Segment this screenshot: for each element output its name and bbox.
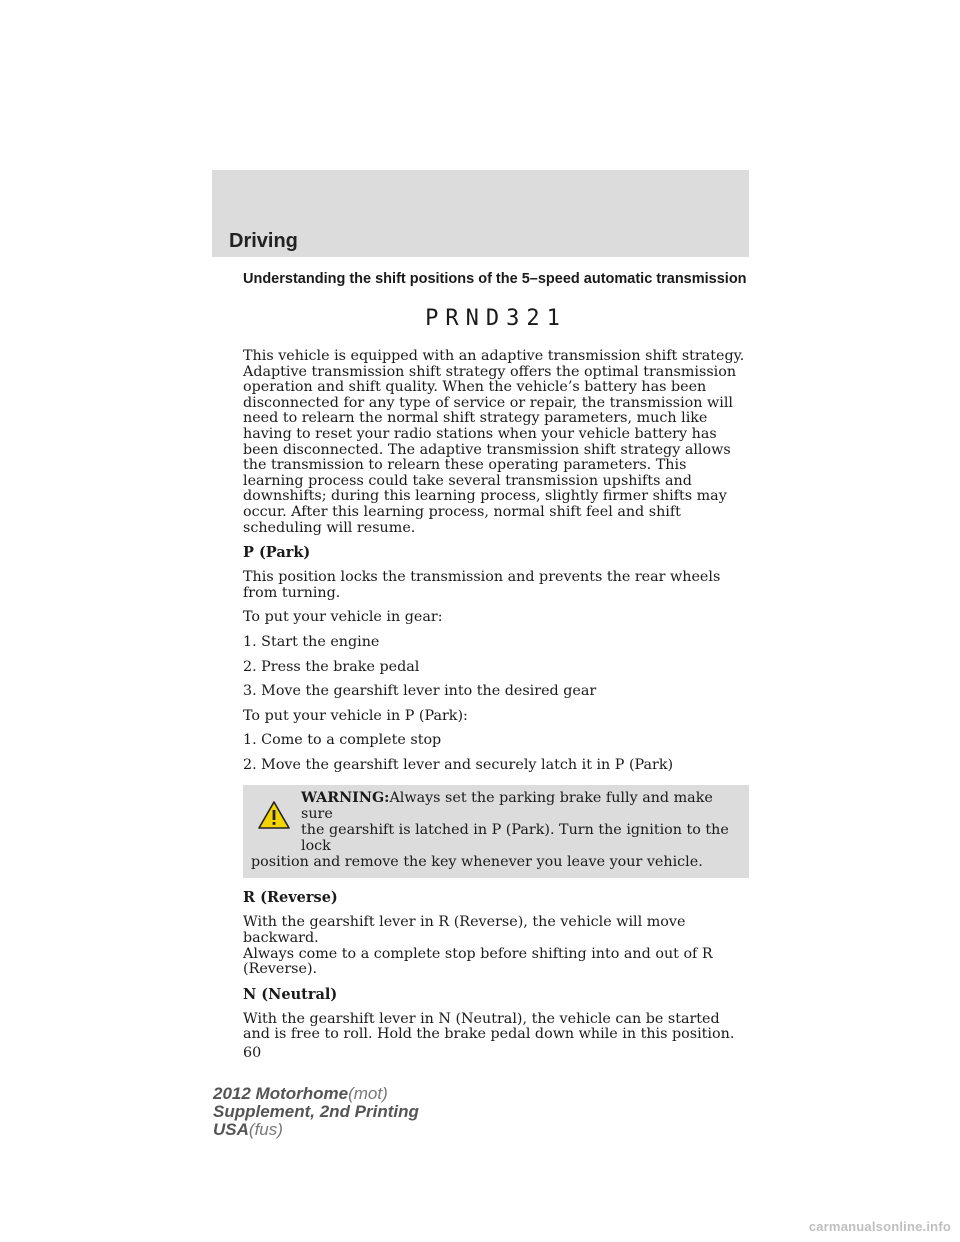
warning-triangle-icon [257, 800, 291, 830]
section-header-title: Driving [229, 230, 298, 252]
document-footer [213, 1085, 419, 1139]
park-intro: To put your vehicle in P (Park): [243, 707, 468, 724]
warning-line-2: the gearshift is latched in P (Park). Turn the ignition to the lock [301, 822, 729, 855]
warning-line-1 [251, 790, 739, 822]
intro-paragraph: This vehicle is equipped with an adaptive transmission shift strategy. Adaptive transmission shift strategy offers the optimal transmission operation and shift quality. When the vehicle’s battery has been disconnected for any type of service or repair, the transmission will need to relearn the normal shift strategy parameters, much like having to reset your radio stations when your vehicle battery has been disconnected. The adaptive transmission shift strategy allows the transmission to relearn these operating parameters. This learning process could take several transmission upshifts and downshifts; during this learning process, slightly firmer shifts may occur. After this learning process, normal shift feel and shift scheduling will resume. [243, 348, 745, 536]
page-number: 60 [243, 1045, 262, 1062]
watermark-text: carmanualsonline.info [808, 1219, 951, 1234]
footer-model: 2012 Motorhome [213, 1084, 349, 1103]
gear-step: 2. Press the brake pedal [243, 658, 420, 675]
section-title: Understanding the shift positions of the 5–speed automatic transmission [243, 271, 747, 287]
park-heading: P (Park) [243, 544, 311, 562]
park-step: 2. Move the gearshift lever and securely latch it in P (Park) [243, 756, 674, 773]
footer-line-3 [213, 1121, 419, 1139]
warning-box [243, 785, 749, 878]
shift-pattern-label: PRND321 [425, 306, 567, 331]
gear-intro: To put your vehicle in gear: [243, 609, 443, 626]
section-header-band [212, 170, 749, 257]
reverse-description-2: Always come to a complete stop before shifting into and out of R (Reverse). [243, 945, 713, 978]
reverse-heading: R (Reverse) [243, 889, 338, 907]
reverse-description-1: With the gearshift lever in R (Reverse), the vehicle will move backward. [243, 914, 686, 947]
footer-market-code: (fus) [248, 1120, 283, 1139]
park-description: This position locks the transmission and prevents the rear wheels from turning. [243, 569, 721, 601]
gear-step: 3. Move the gearshift lever into the desired gear [243, 683, 597, 700]
footer-line-1 [213, 1085, 419, 1103]
neutral-heading: N (Neutral) [243, 985, 338, 1003]
footer-line-2: Supplement, 2nd Printing [213, 1102, 419, 1121]
warning-label: WARNING: [301, 790, 390, 807]
warning-text-1: Always set the parking brake fully and make sure [301, 790, 713, 823]
footer-model-code: (mot) [348, 1084, 388, 1103]
park-step: 1. Come to a complete stop [243, 732, 442, 749]
warning-line-3: position and remove the key whenever you leave your vehicle. [251, 854, 703, 871]
page-content [243, 271, 749, 1061]
gear-step: 1. Start the engine [243, 633, 380, 650]
footer-market: USA [213, 1120, 249, 1139]
neutral-description: With the gearshift lever in N (Neutral), the vehicle can be started and is free to roll. Hold the brake pedal down while in this position. [243, 1010, 735, 1043]
